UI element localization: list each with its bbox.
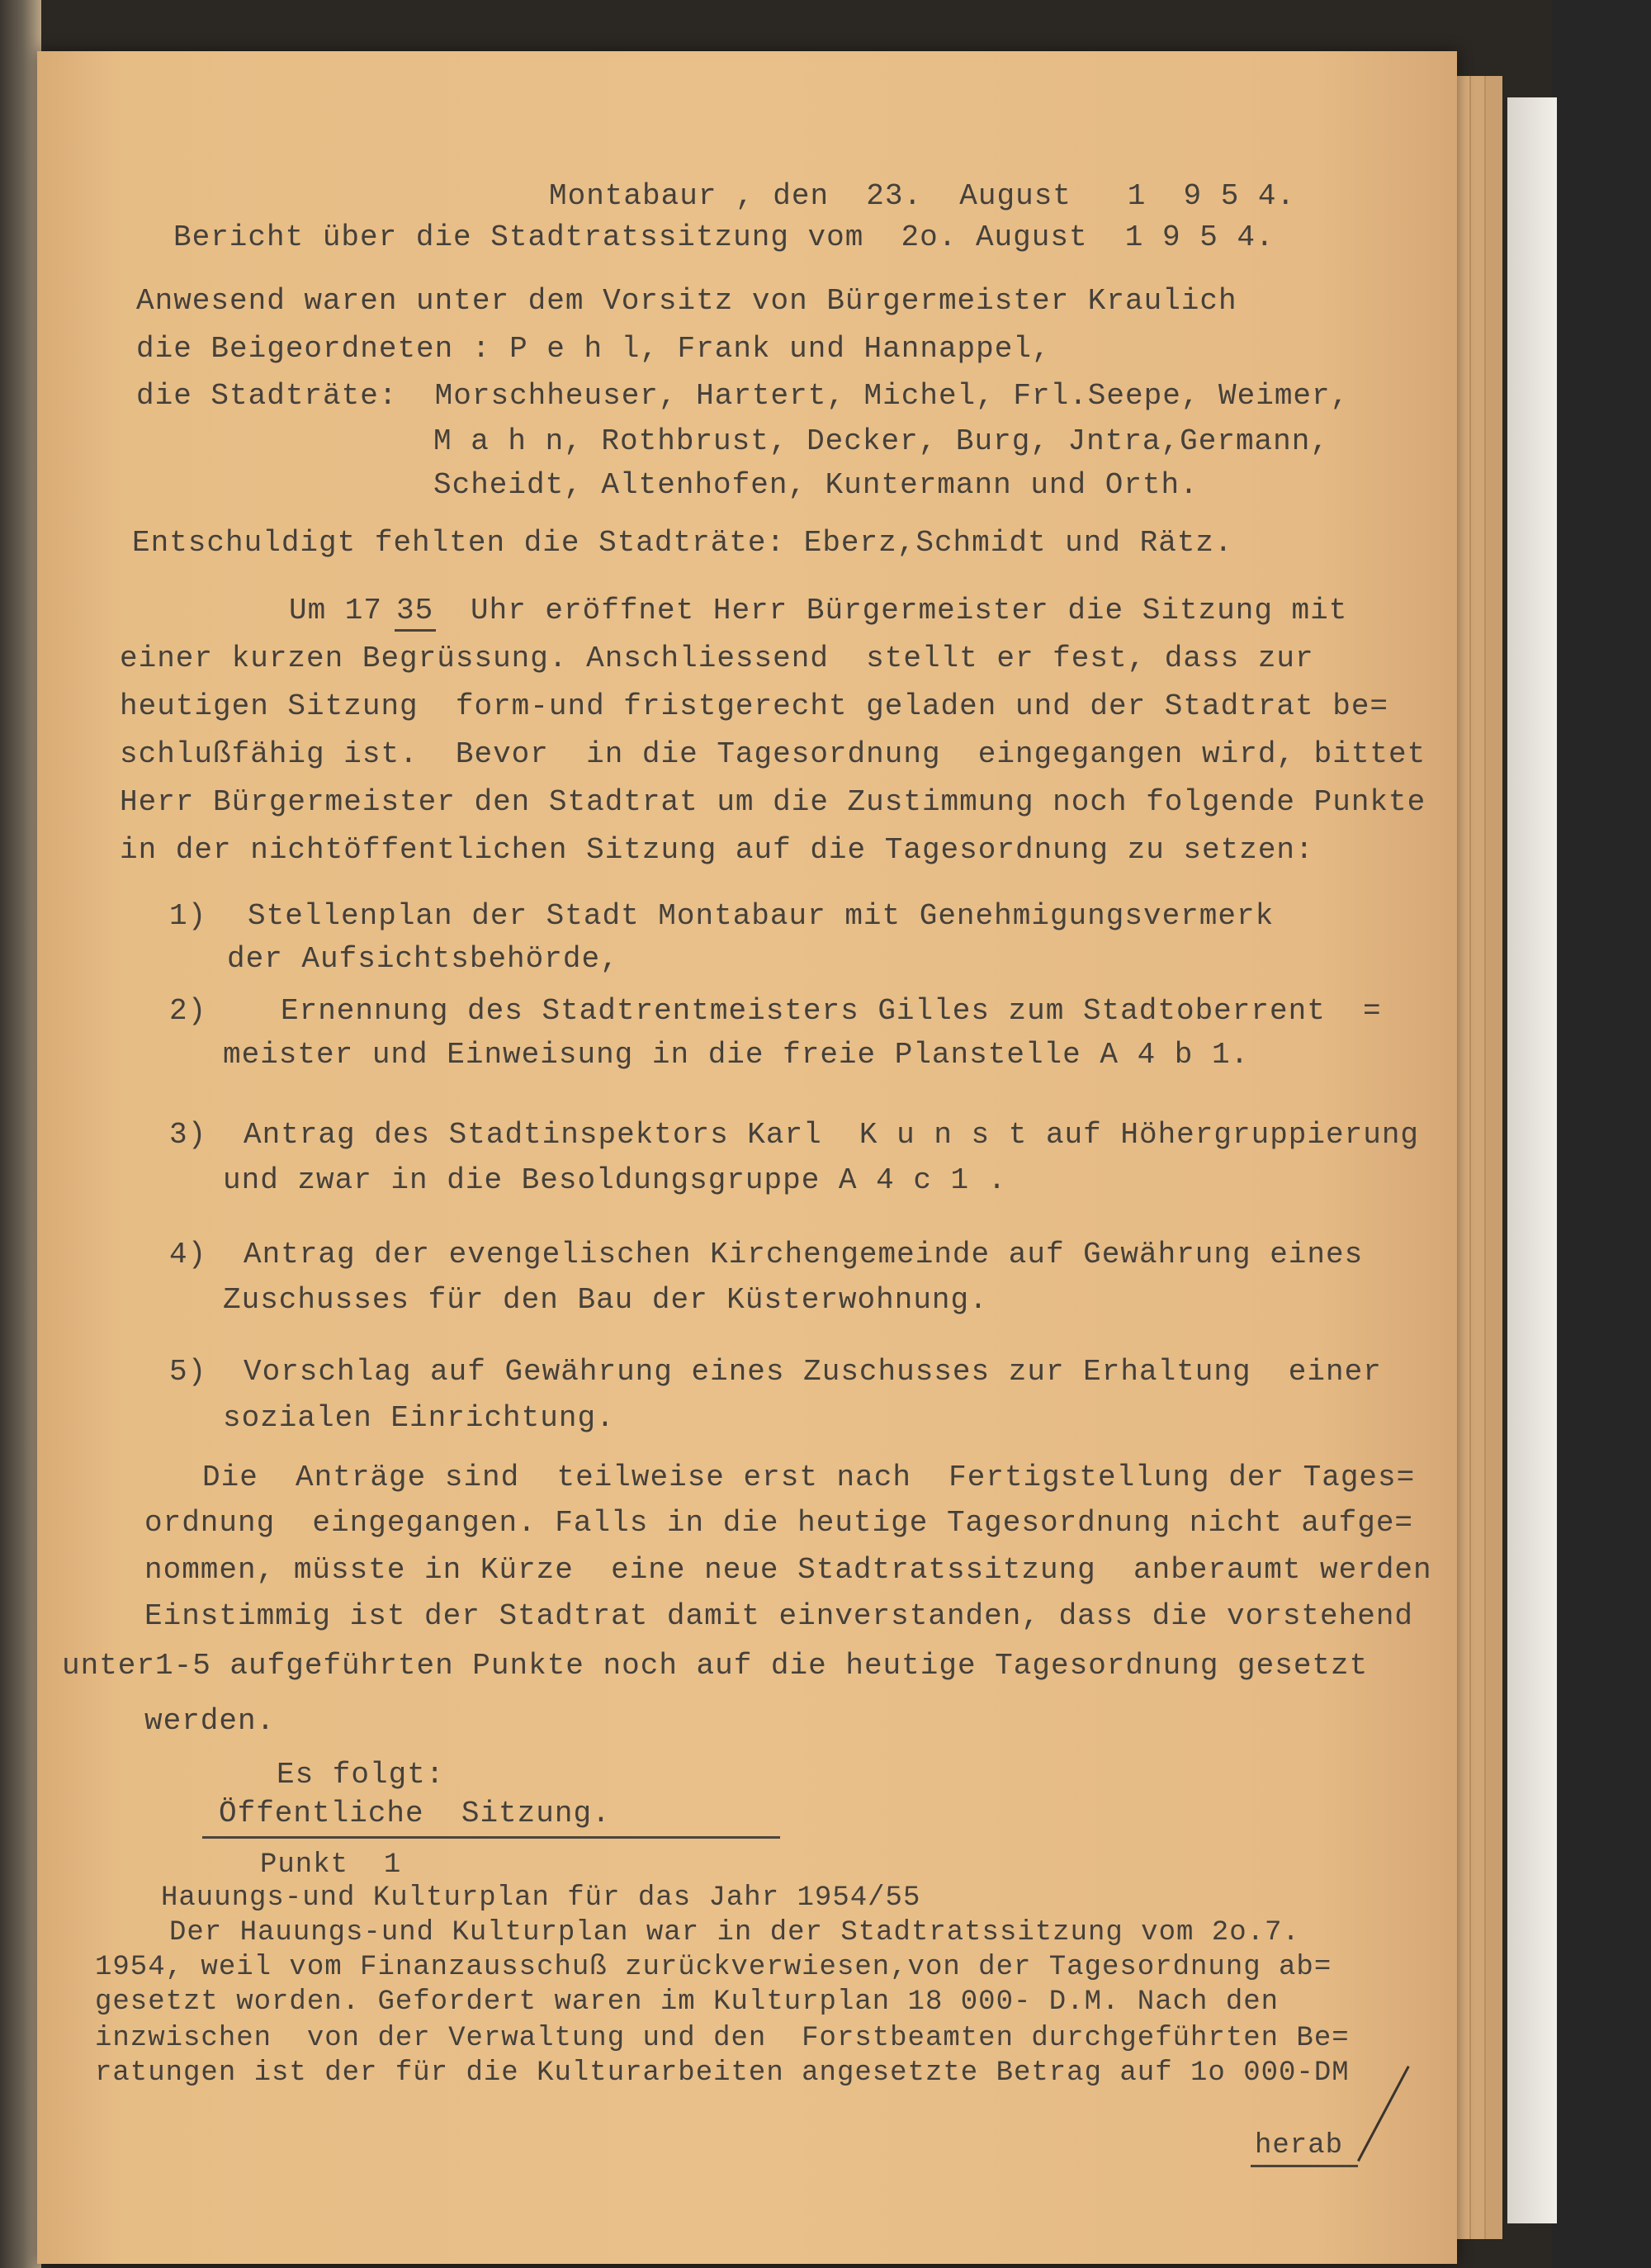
opening-line: in der nichtöffentlichen Sitzung auf die Tagesordnung zu setzen: xyxy=(120,833,1314,867)
background-dark-right xyxy=(1552,0,1651,2268)
body-line: ratungen ist der für die Kulturarbeiten angesetzte Betrag auf 1o 000-DM xyxy=(95,2057,1350,2089)
public-session-heading: Öffentliche Sitzung. xyxy=(219,1797,611,1830)
attendance-line: die Beigeordneten : P e h l, Frank und Hannappel, xyxy=(136,332,1051,366)
decision-line: werden. xyxy=(144,1704,276,1738)
decision-line: nommen, müsste in Kürze eine neue Stadtratssitzung anberaumt werden xyxy=(144,1553,1432,1587)
decision-line: ordnung eingegangen. Falls in die heutige Tagesordnung nicht aufge= xyxy=(144,1506,1414,1540)
attendance-line: Anwesend waren unter dem Vorsitz von Bürgermeister Kraulich xyxy=(136,284,1237,318)
page-edge-white xyxy=(1507,97,1557,2223)
pen-stroke-mark xyxy=(1357,2066,1410,2161)
point-line: meister und Einweisung in die freie Planstelle A 4 b 1. xyxy=(223,1038,1250,1072)
point-line: Vorschlag auf Gewährung eines Zuschusses zur Erhaltung einer xyxy=(244,1355,1382,1389)
catchword: herab xyxy=(1255,2130,1344,2161)
minutes-underline xyxy=(395,629,436,632)
body-line: inzwischen von der Verwaltung und den Forstbeamten durchgeführten Be= xyxy=(95,2023,1350,2054)
body-line: gesetzt worden. Gefordert waren im Kulturplan 18 000- D.M. Nach den xyxy=(95,1986,1280,2018)
point-number: 3) xyxy=(169,1118,207,1152)
opening-line: heutigen Sitzung form-und fristgerecht geladen und der Stadtrat be= xyxy=(120,689,1389,723)
body-line: 1954, weil vom Finanzausschuß zurückverwiesen,von der Tagesordnung ab= xyxy=(95,1952,1332,1983)
point-number: 4) xyxy=(169,1238,207,1271)
point-line: sozialen Einrichtung. xyxy=(223,1401,615,1435)
body-line: Der Hauungs-und Kulturplan war in der Stadtratssitzung vom 2o.7. xyxy=(169,1917,1300,1948)
section-rule xyxy=(202,1836,780,1839)
point-title: Hauungs-und Kulturplan für das Jahr 1954/55 xyxy=(161,1882,921,1914)
point-line: Ernennung des Stadtrentmeisters Gilles zum Stadtoberrent = xyxy=(281,994,1382,1028)
attendance-line: Scheidt, Altenhofen, Kuntermann und Orth. xyxy=(433,468,1199,502)
point-line: Antrag der evengelischen Kirchengemeinde auf Gewährung eines xyxy=(244,1238,1364,1271)
document-page xyxy=(37,51,1457,2264)
opening-line: Herr Bürgermeister den Stadtrat um die Zustimmung noch folgende Punkte xyxy=(120,785,1426,819)
point-line: der Aufsichtsbehörde, xyxy=(227,942,619,976)
place-date: Montabaur , den 23. August 1 9 5 4. xyxy=(549,179,1296,213)
opening-line: schlußfähig ist. Bevor in die Tagesordnung eingegangen wird, bittet xyxy=(120,737,1426,771)
point-number: 2) xyxy=(169,994,207,1028)
opening-line: einer kurzen Begrüssung. Anschliessend stellt er fest, dass zur xyxy=(120,642,1314,675)
point-line: und zwar in die Besoldungsgruppe A 4 c 1 . xyxy=(223,1163,1007,1197)
point-line: Antrag des Stadtinspektors Karl K u n s t auf Höhergruppierung xyxy=(244,1118,1420,1152)
point-line: Zuschusses für den Bau der Küsterwohnung. xyxy=(223,1283,988,1317)
opening-time-prefix: Um 17 xyxy=(289,594,383,627)
point-number: 1) xyxy=(169,899,207,933)
follows-label: Es folgt: xyxy=(277,1758,445,1792)
point-label: Punkt 1 xyxy=(260,1849,402,1881)
opening-time-minutes: 35 xyxy=(396,594,434,627)
point-line: Stellenplan der Stadt Montabaur mit Genehmigungsvermerk xyxy=(248,899,1275,933)
decision-line: Einstimmig ist der Stadtrat damit einverstanden, dass die vorstehend xyxy=(144,1599,1414,1633)
catchword-underline xyxy=(1251,2165,1358,2167)
page-edge-stack xyxy=(1484,76,1502,2239)
decision-line: unter1-5 aufgeführten Punkte noch auf die heutige Tagesordnung gesetzt xyxy=(62,1649,1369,1683)
report-title: Bericht über die Stadtratssitzung vom 2o. August 1 9 5 4. xyxy=(173,220,1275,254)
decision-line: Die Anträge sind teilweise erst nach Fertigstellung der Tages= xyxy=(202,1461,1416,1494)
attendance-line: M a h n, Rothbrust, Decker, Burg, Jntra,Germann, xyxy=(433,424,1329,458)
book-binding-left xyxy=(0,0,41,2268)
excused-line: Entschuldigt fehlten die Stadträte: Eberz,Schmidt und Rätz. xyxy=(132,526,1233,560)
opening-line: Uhr eröffnet Herr Bürgermeister die Sitzung mit xyxy=(471,594,1348,627)
point-number: 5) xyxy=(169,1355,207,1389)
attendance-line: die Stadträte: Morschheuser, Hartert, Michel, Frl.Seepe, Weimer, xyxy=(136,379,1350,413)
